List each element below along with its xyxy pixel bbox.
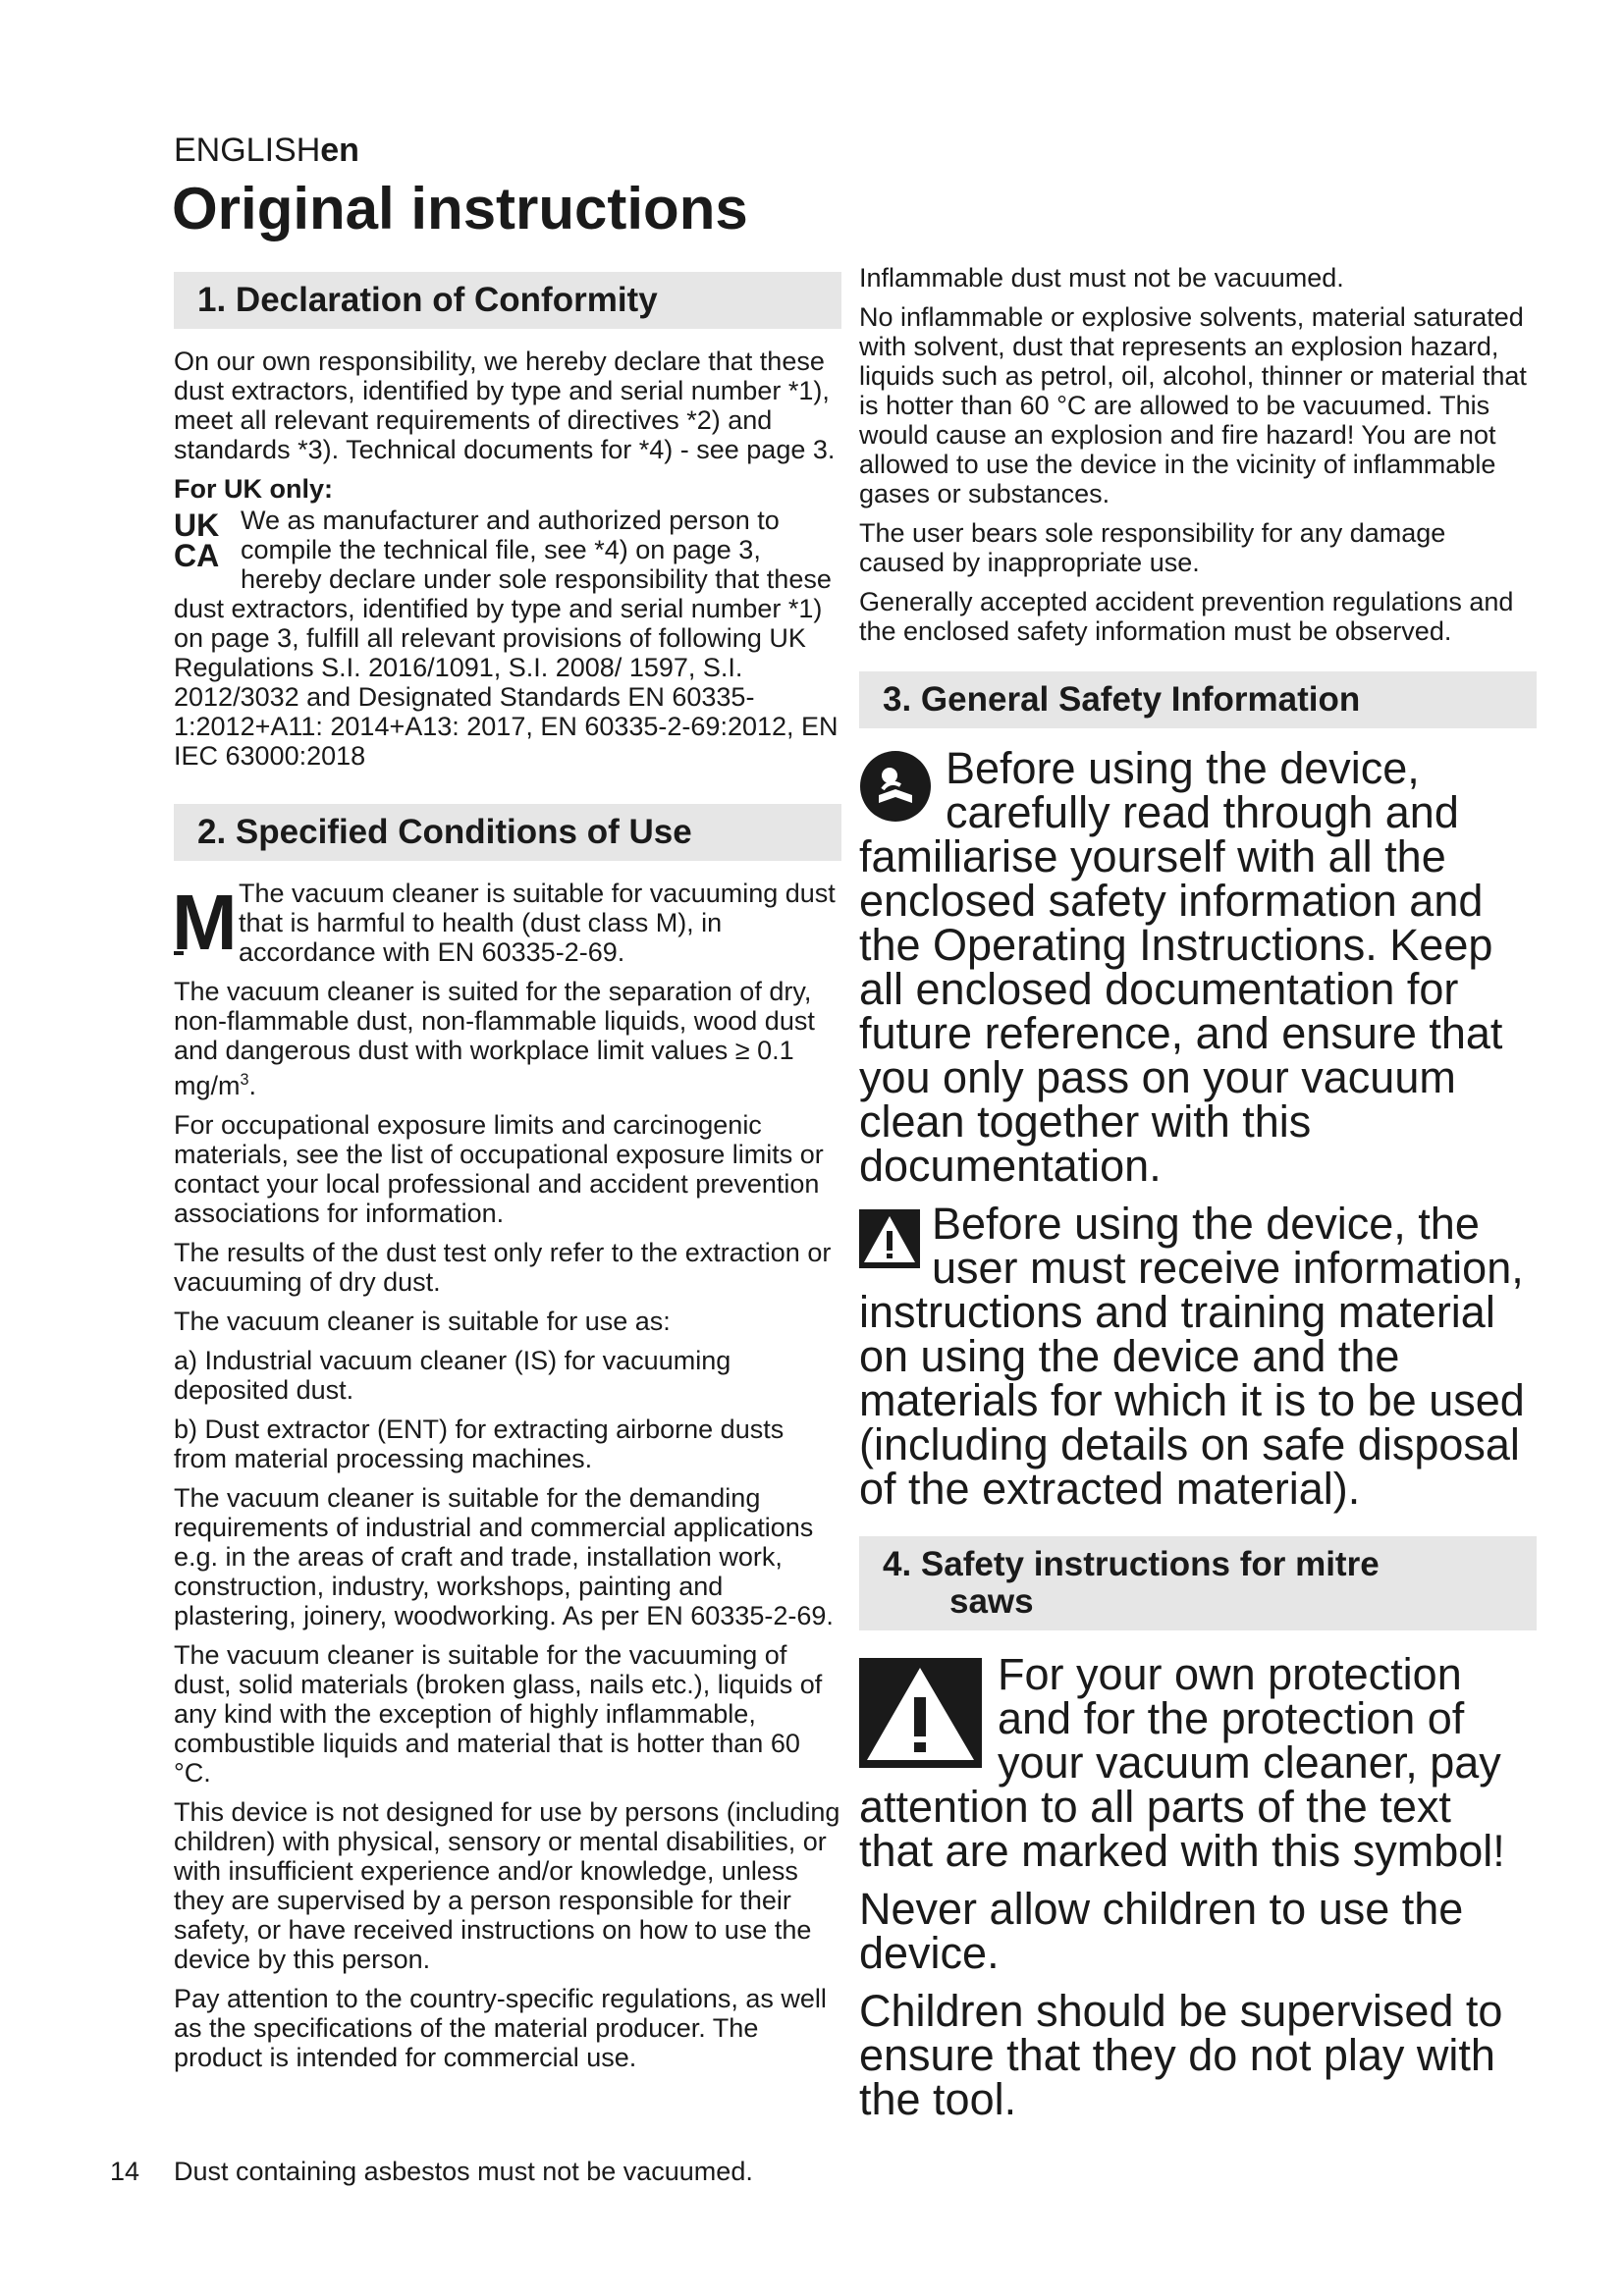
- training-paragraph: Before using the device, the user must receive information, instructions and training material on using the device and the materials for which it is to be used (including details on safe disposal of the extracted material).: [859, 1199, 1525, 1514]
- accident-prevention-paragraph: Generally accepted accident prevention regulations and the enclosed safety information must be observed.: [859, 587, 1514, 646]
- symbol-notice-paragraph: For your own protection and for the protection of your vacuum cleaner, pay attention to all parts of the text that are marked with this symbol!: [859, 1649, 1505, 1876]
- page-number: 14: [110, 2157, 140, 2186]
- left-column: [174, 272, 841, 2082]
- industrial-vacuum-item: a) Industrial vacuum cleaner (IS) for vacuuming deposited dust.: [174, 1346, 731, 1405]
- warning-small-icon: [859, 1209, 920, 1268]
- regulations-paragraph: Pay attention to the country-specific regulations, as well as the specifications of the material producer. The product is intended for commercial use.: [174, 1984, 827, 2072]
- exposure-limits-paragraph: For occupational exposure limits and carcinogenic materials, see the list of occupational exposure limits or contact your local professional and accident prevention associations for information.: [174, 1110, 824, 1228]
- dust-class-paragraph: M The vacuum cleaner is suitable for vacuuming dust that is harmful to health (dust class M), in accordance with EN 60335-2-69.: [172, 879, 836, 967]
- page-title: Original instructions: [172, 176, 748, 241]
- persons-paragraph: This device is not designed for use by persons (including children) with physical, sensory or mental disabilities, or with insufficient experience and/or knowledge, unless they are supervised by a person responsible for their safety, or have received instructions on how to use the device by this person.: [174, 1797, 840, 1974]
- svg-text:UK: UK: [174, 507, 220, 543]
- language-label: ENGLISHen: [174, 132, 359, 169]
- svg-text:M: M: [172, 879, 238, 966]
- dust-extractor-item: b) Dust extractor (ENT) for extracting airborne dusts from material processing machines.: [174, 1415, 785, 1473]
- declaration-paragraph: On our own responsibility, we hereby declare that these dust extractors, identified by type and serial number *1), meet all relevant requirements of directives *2) and standards *3). Technical documents for *4) - see page 3.: [174, 347, 836, 464]
- inflammable-dust-paragraph: Inflammable dust must not be vacuumed.: [859, 263, 1344, 293]
- right-column: [859, 263, 1537, 2129]
- dust-class-m-icon: [172, 879, 238, 966]
- ukca-mark-icon: [174, 507, 235, 573]
- uk-declaration-paragraph: UK CA We as manufacturer and authorized person to compile the technical file, see *4) on page 3, hereby declare under sole responsibility that these dust extractors, identified by type and serial number *1) on page 3, fulfill all relevant provisions of following UK Regulations S.I. 2016/1091, S.I. 2008/ 1597, S.I. 2012/3032 and Designated Standards EN 60335-1:2012+A11: 2014+A13: 2017, EN 60335-2-69:2012, EN IEC 63000:2018: [174, 506, 839, 771]
- warning-large-icon: [859, 1658, 982, 1768]
- uk-only-heading: For UK only:: [174, 474, 333, 504]
- children-paragraph: Never allow children to use the device.: [859, 1884, 1464, 1978]
- applications-paragraph: The vacuum cleaner is suitable for the demanding requirements of industrial and commercial applications e.g. in the areas of craft and trade, installation work, construction, industry, workshops, painting and plastering, joinery, woodworking. As per EN 60335-2-69.: [174, 1483, 834, 1630]
- use-as-paragraph: The vacuum cleaner is suitable for use as:: [174, 1307, 671, 1336]
- solvents-paragraph: No inflammable or explosive solvents, material saturated with solvent, dust that represents an explosion hazard, liquids such as petrol, oil, alcohol, thinner or material that is hotter than 60 °C are allowed to be vacuumed. This would cause an explosion and fire hazard! You are not allowed to use the device in the vicinity of inflammable gases or substances.: [859, 302, 1527, 508]
- separation-paragraph: The vacuum cleaner is suited for the separation of dry, non-flammable dust, non-flammable liquids, wood dust and dangerous dust with workplace limit values ≥ 0.1 $mg/m^3$.: [174, 977, 815, 1100]
- svg-text:CA: CA: [174, 538, 220, 573]
- read-manual-icon: [859, 750, 932, 823]
- responsibility-paragraph: The user bears sole responsibility for any damage caused by inappropriate use.: [859, 518, 1446, 577]
- read-instructions-paragraph: Before using the device, carefully read through and familiarise yourself with all the enclosed safety information and the Operating Instructions. Keep all enclosed documentation for future reference, and ensure that you only pass on your vacuum clean together with this documentation.: [859, 743, 1503, 1191]
- asbestos-paragraph: Dust containing asbestos must not be vacuumed.: [174, 2157, 753, 2186]
- section-heading-declaration: 1. Declaration of Conformity: [174, 272, 841, 329]
- supervision-paragraph: Children should be supervised to ensure that they do not play with the tool.: [859, 1986, 1503, 2124]
- section-heading-general-safety: 3. General Safety Information: [859, 671, 1537, 728]
- section-heading-conditions: 2. Specified Conditions of Use: [174, 804, 841, 861]
- dust-test-paragraph: The results of the dust test only refer to the extraction or vacuuming of dry dust.: [174, 1238, 832, 1297]
- materials-paragraph: The vacuum cleaner is suitable for the vacuuming of dust, solid materials (broken glass, nails etc.), liquids of any kind with the exception of highly inflammable, combustible liquids and material that is hotter than 60 °C.: [174, 1640, 823, 1788]
- section-heading-mitre-saws: 4. Safety instructions for mitre saws: [859, 1536, 1537, 1630]
